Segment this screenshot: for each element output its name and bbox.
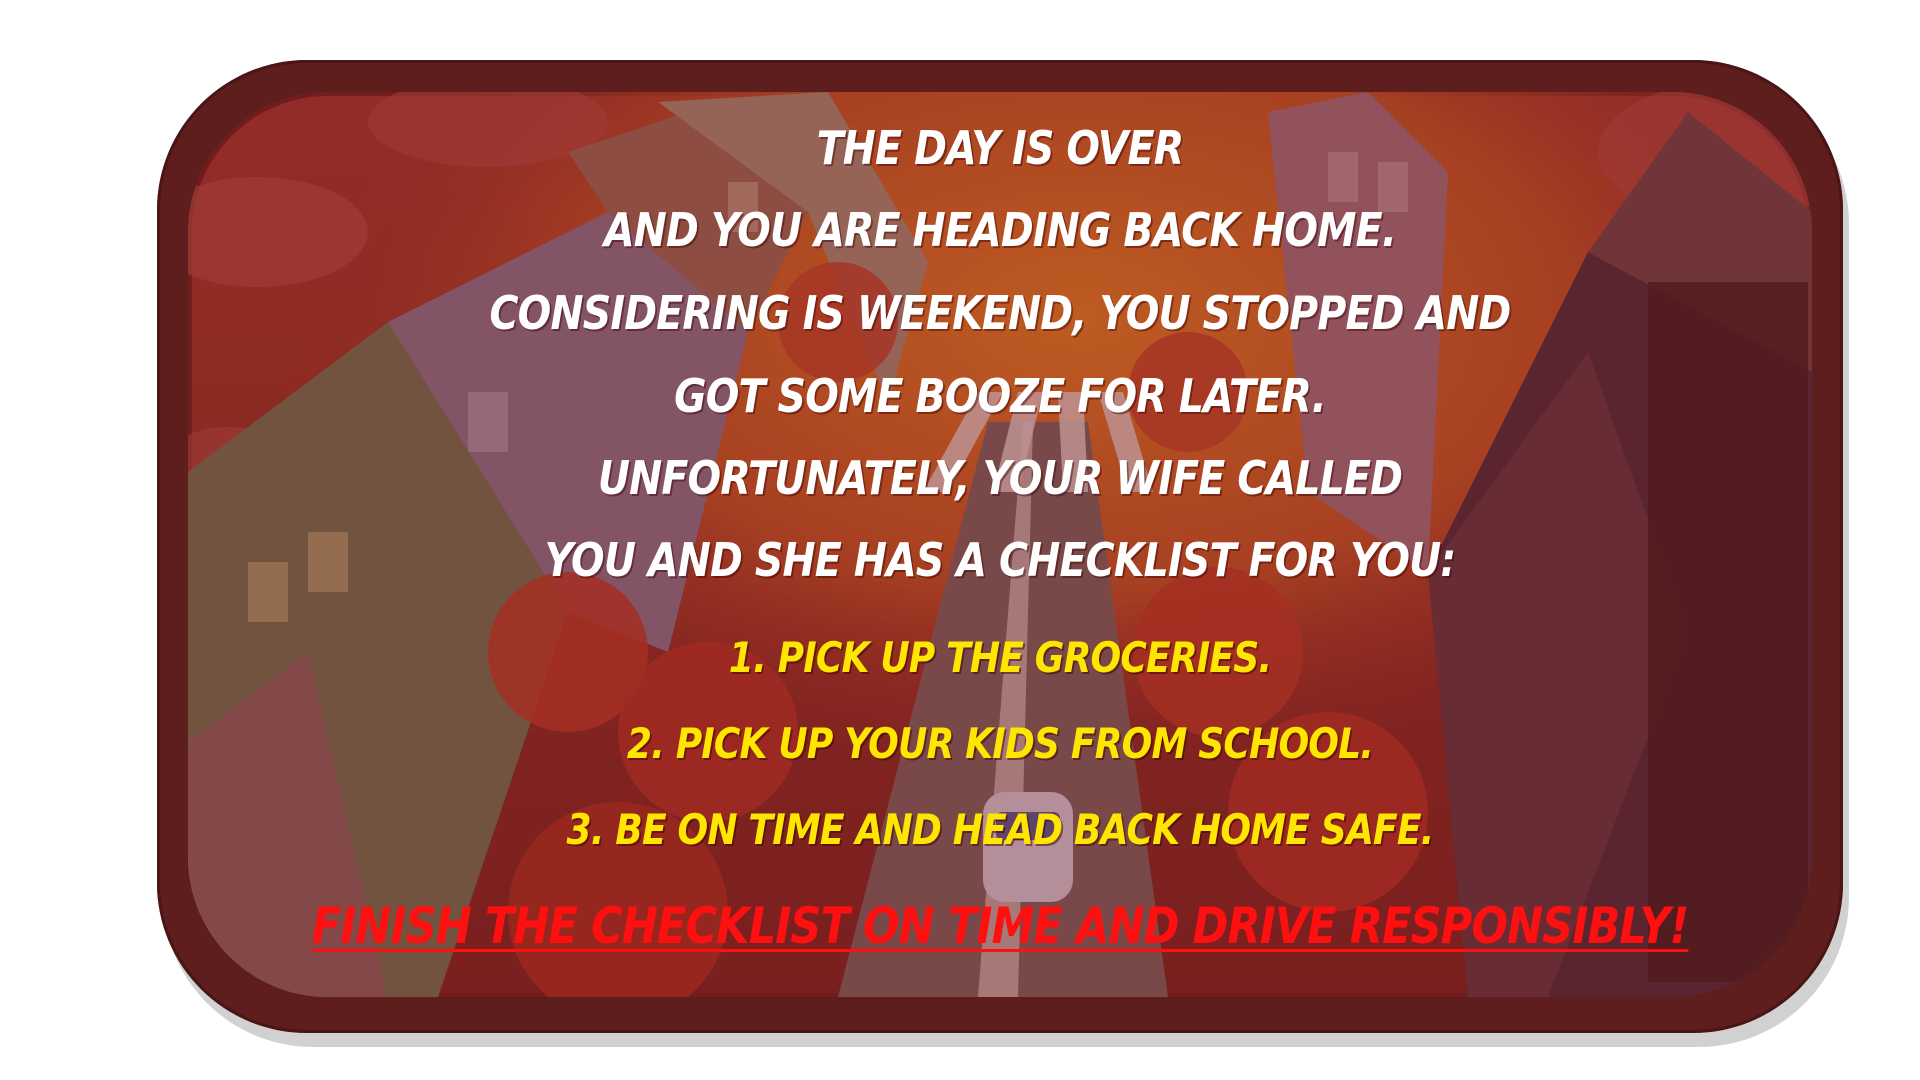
- intro-line-5: UNFORTUNATELY, YOUR WIFE CALLED: [597, 451, 1403, 505]
- checklist-item-3: 3. BE ON TIME AND HEAD BACK HOME SAFE.: [566, 805, 1434, 854]
- checklist-item-1: 1. PICK UP THE GROCERIES.: [728, 633, 1272, 682]
- intro-line-6: YOU AND SHE HAS A CHECKLIST FOR YOU:: [544, 533, 1456, 587]
- intro-line-4: GOT SOME BOOZE FOR LATER.: [674, 369, 1326, 423]
- intro-line-2: AND YOU ARE HEADING BACK HOME.: [603, 203, 1397, 257]
- checklist-item-2: 2. PICK UP YOUR KIDS FROM SCHOOL.: [626, 719, 1374, 768]
- drive-responsibly-warning: FINISH THE CHECKLIST ON TIME AND DRIVE RESPONSIBLY!: [311, 897, 1689, 955]
- intro-line-3: CONSIDERING IS WEEKEND, YOU STOPPED AND: [489, 286, 1511, 340]
- intro-line-1: THE DAY IS OVER: [816, 121, 1184, 175]
